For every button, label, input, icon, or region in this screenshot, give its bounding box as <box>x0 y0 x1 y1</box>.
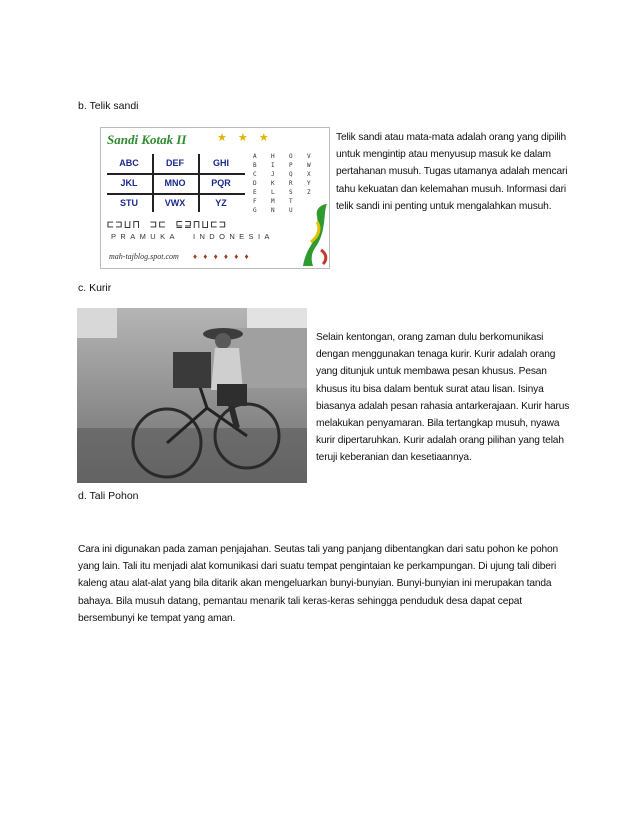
cipher-cell: GHI <box>212 158 229 168</box>
star-icons: ★ ★ ★ <box>217 132 273 144</box>
cipher-cell: DEF <box>166 158 184 168</box>
cipher-words <box>111 232 274 241</box>
cipher-grid <box>107 154 247 212</box>
grid-line <box>107 173 245 175</box>
symbol-column: A B C D E F G <box>253 153 257 214</box>
sandi-kotak-figure <box>100 127 330 269</box>
figure-url: mah-tajblog.spot.com <box>109 252 179 261</box>
figure-title: Sandi Kotak II <box>107 132 187 147</box>
paragraph-kurir: Selain kentongan, orang zaman dulu berkomunikasi dengan menggunakan tenaga kurir. Kurir adalah orang yang ditunjuk untuk membawa pesan khusus. Pesan khusus itu bisa dalam bentuk surat atau lisan. Isinya biasanya adalah pesan rahasia antarkerajaan. Kurir harus melakukan penyamaran. Bila tertangkap musuh, nyawa kurir dipertaruhkan. Kurir adalah orang pilihan yang telah teruji keberanian dan kesetiaannya. <box>316 332 570 464</box>
cyclist-illustration <box>77 308 307 483</box>
cipher-cell: MNO <box>164 178 186 188</box>
cipher-code-row: ⊏⊐⊔⊓ ⊐⊏ ⊑⊒⊓⊔⊏⊐ <box>107 218 228 231</box>
grid-line <box>198 154 200 212</box>
cipher-cell: VWX <box>164 198 186 208</box>
symbol-column: O P Q R S T U <box>289 153 293 214</box>
cipher-cell: ABC <box>119 158 139 168</box>
heading-kurir: c. Kurir <box>78 282 112 294</box>
cipher-cell: JKL <box>120 178 138 188</box>
word-indonesia: INDONESIA <box>192 232 274 241</box>
kurir-photo <box>77 308 307 483</box>
ribbon-icon <box>297 202 330 268</box>
grid-line <box>152 154 154 212</box>
cipher-cell: YZ <box>215 198 227 208</box>
word-pramuka: PRAMUKA <box>111 232 179 241</box>
grid-line <box>107 193 245 195</box>
heading-telik-sandi: b. Telik sandi <box>78 100 139 112</box>
paragraph-telik-sandi: Telik sandi atau mata-mata adalah orang yang dipilih untuk mengintip atau menyusup masuk ke dalam pertahanan musuh. Tugas utamanya adalah mencari tahu kekuatan dan kelemahan musuh. Informasi dari telik sandi ini penting untuk mengalahkan musuh. <box>336 132 568 212</box>
heading-tali-pohon: d. Tali Pohon <box>78 490 139 502</box>
cipher-cell: STU <box>120 198 138 208</box>
symbol-column: H I J K L M N <box>271 153 275 214</box>
paragraph-tali-pohon: Cara ini digunakan pada zaman penjajahan. Seutas tali yang panjang dibentangkan dari satu pohon ke pohon yang lain. Tali itu menjadi alat komunikasi dari suatu tempat pengintaian ke perkampungan. Di ujung tali diberi kaleng atau alat-alat yang bila ditarik akan mengeluarkan bunyi-bunyian. Bunyi-bunyian ini merupakan tanda bahaya. Bila musuh datang, pemantau menarik tali keras-keras sehingga penduduk desa dapat cepat bersembunyi ke tempat yang aman. <box>78 544 559 624</box>
flame-icons: ♦ ♦ ♦ ♦ ♦ ♦ <box>193 252 251 261</box>
symbol-column: V W X Y Z <box>307 153 311 196</box>
cipher-cell: PQR <box>211 178 231 188</box>
